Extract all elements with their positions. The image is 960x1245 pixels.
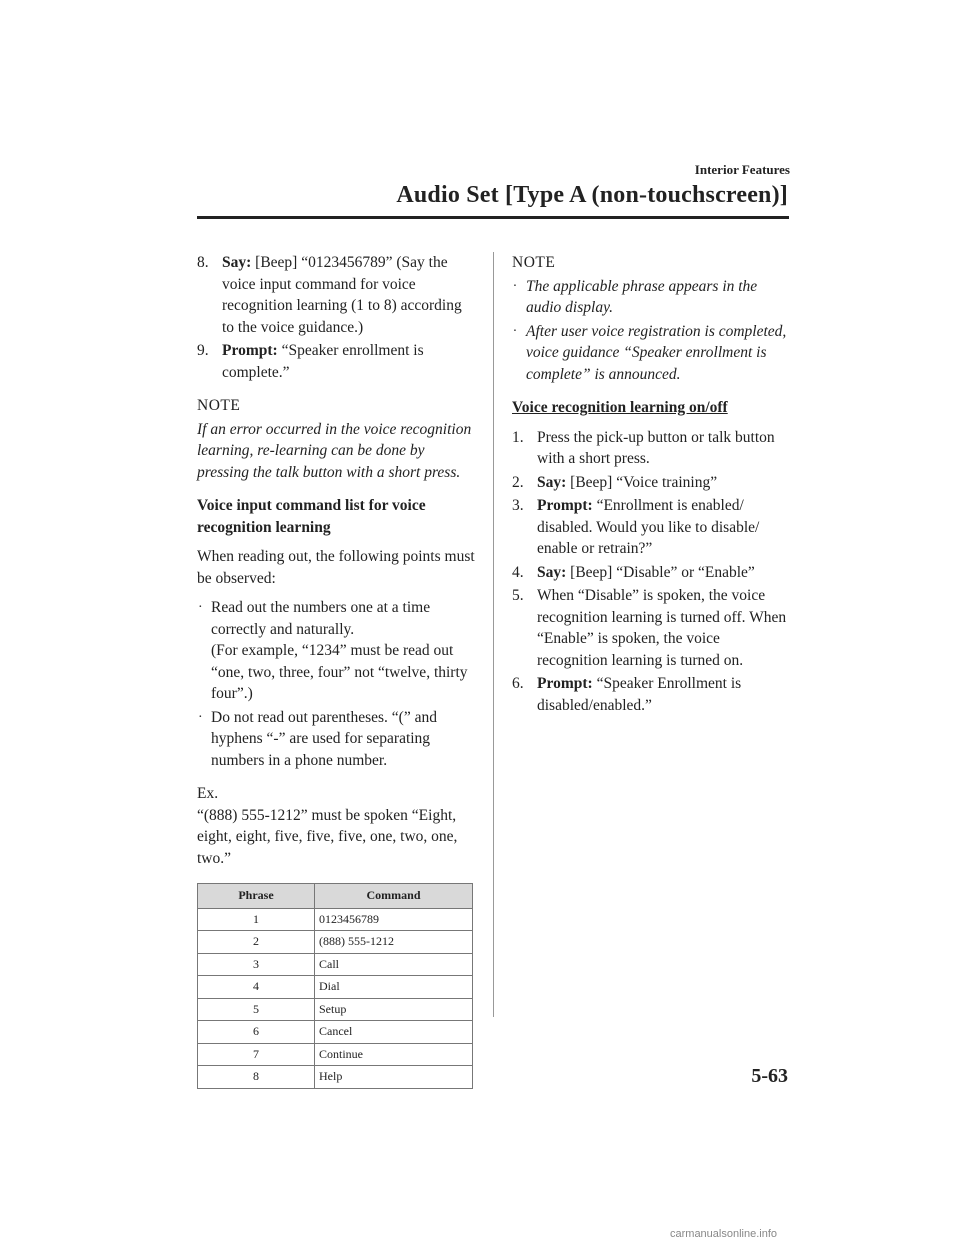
intro-text: When reading out, the following points must be observed: <box>197 548 475 587</box>
footer-watermark[interactable]: carmanualsonline.info <box>670 1228 778 1240</box>
step-number: 2. <box>512 473 524 491</box>
note-bullet <box>512 321 792 386</box>
step-number: 1. <box>512 428 524 446</box>
step-text: Press the pick-up button or talk button with a short press. <box>537 428 775 467</box>
step-text: “Enrollment is enabled/ disabled. Would you like to disable/ enable or retrain?” <box>537 497 760 557</box>
bullet-example: (For example, “1234” must be read out “one, two, three, four” not “twelve, thirty four”.) <box>211 642 468 702</box>
section-label: Interior Features <box>694 162 790 177</box>
command-cell: Help <box>315 1066 473 1089</box>
table-row <box>198 1043 473 1066</box>
bullet-icon: · <box>198 709 203 725</box>
table-row <box>198 931 473 954</box>
step-label: Say: <box>537 563 567 581</box>
step-label: Prompt: <box>222 342 278 359</box>
step-text: [Beep] “Voice training” <box>566 473 718 491</box>
step-9 <box>197 340 475 383</box>
step-label: Say: <box>537 473 567 491</box>
step-number: 4. <box>512 563 524 581</box>
note-heading: NOTE <box>512 254 556 271</box>
command-cell: Cancel <box>315 1021 473 1044</box>
bullet-icon: · <box>198 600 203 615</box>
note-bullet-text: The applicable phrase appears in the audio display. <box>526 277 758 316</box>
phrase-cell: 2 <box>198 931 315 954</box>
step-number: 8. <box>197 254 209 271</box>
step-8 <box>197 252 475 338</box>
step-text: When “Disable” is spoken, the voice recognition learning is turned off. When “Enable” is spoken, the voice recognition learning is turned on. <box>537 587 787 669</box>
command-table <box>197 883 473 1089</box>
step-text: [Beep] “0123456789” (Say the voice input command for voice recognition learning (1 to 8) according to the voice guidance.) <box>222 254 462 336</box>
column-divider <box>493 252 494 1017</box>
page-number: 5-63 <box>751 1065 788 1087</box>
phrase-cell: 6 <box>198 1021 315 1044</box>
note-bullet <box>512 276 792 319</box>
step-text: “Speaker enrollment is complete.” <box>222 342 424 381</box>
step-number: 5. <box>512 587 524 604</box>
step-text: “Speaker Enrollment is disabled/enabled.” <box>537 675 742 714</box>
command-cell: Continue <box>315 1043 473 1066</box>
bullet-item <box>197 707 475 772</box>
left-column <box>197 252 475 1089</box>
table-header-command: Command <box>315 884 473 909</box>
step-number: 3. <box>512 497 524 514</box>
phrase-cell: 5 <box>198 998 315 1021</box>
step-4 <box>512 562 792 584</box>
example-text: “(888) 555-1212” must be spoken “Eight, eight, eight, five, five, five, one, two, one, two.” <box>197 806 458 867</box>
phrase-cell: 7 <box>198 1043 315 1066</box>
step-label: Prompt: <box>537 497 593 514</box>
step-number: 6. <box>512 675 524 692</box>
section-heading: Voice input command list for voice recognition learning <box>197 497 426 536</box>
right-column <box>512 252 792 718</box>
note-bullet-text: After user voice registration is completed, voice guidance “Speaker enrollment is complete” is announced. <box>526 322 787 383</box>
command-cell: (888) 555-1212 <box>315 931 473 954</box>
step-label: Prompt: <box>537 675 593 692</box>
command-cell: Call <box>315 953 473 976</box>
step-3 <box>512 495 792 560</box>
step-2 <box>512 472 792 494</box>
note-heading: NOTE <box>197 397 241 414</box>
section-heading: Voice recognition learning on/off <box>512 399 728 416</box>
bullet-icon: · <box>513 323 517 339</box>
example-label: Ex. <box>197 785 219 802</box>
step-1 <box>512 427 792 470</box>
step-number: 9. <box>197 342 209 359</box>
step-5 <box>512 585 792 671</box>
table-row <box>198 998 473 1021</box>
bullet-item <box>197 597 475 705</box>
table-row <box>198 1066 473 1089</box>
table-row <box>198 953 473 976</box>
table-row <box>198 976 473 999</box>
bullet-icon: · <box>513 278 517 294</box>
step-text: [Beep] “Disable” or “Enable” <box>566 563 755 581</box>
table-row <box>198 1021 473 1044</box>
step-6 <box>512 673 792 716</box>
bullet-text: Do not read out parentheses. “(” and hyphens “-” are used for separating numbers in a phone number. <box>211 708 437 769</box>
table-header-phrase: Phrase <box>198 884 315 909</box>
table-row <box>198 908 473 931</box>
phrase-cell: 1 <box>198 908 315 931</box>
phrase-cell: 3 <box>198 953 315 976</box>
phrase-cell: 8 <box>198 1066 315 1089</box>
header-rule <box>197 216 789 219</box>
step-label: Say: <box>222 254 252 271</box>
command-cell: Dial <box>315 976 473 999</box>
note-text: If an error occurred in the voice recognition learning, re-learning can be done by pressing the talk button with a short press. <box>197 420 472 481</box>
bullet-text: Read out the numbers one at a time correctly and naturally. <box>211 599 431 638</box>
phrase-cell: 4 <box>198 976 315 999</box>
chapter-title: Audio Set [Type A (non-touchscreen)] <box>396 182 788 208</box>
command-cell: 0123456789 <box>315 908 473 931</box>
command-cell: Setup <box>315 998 473 1021</box>
